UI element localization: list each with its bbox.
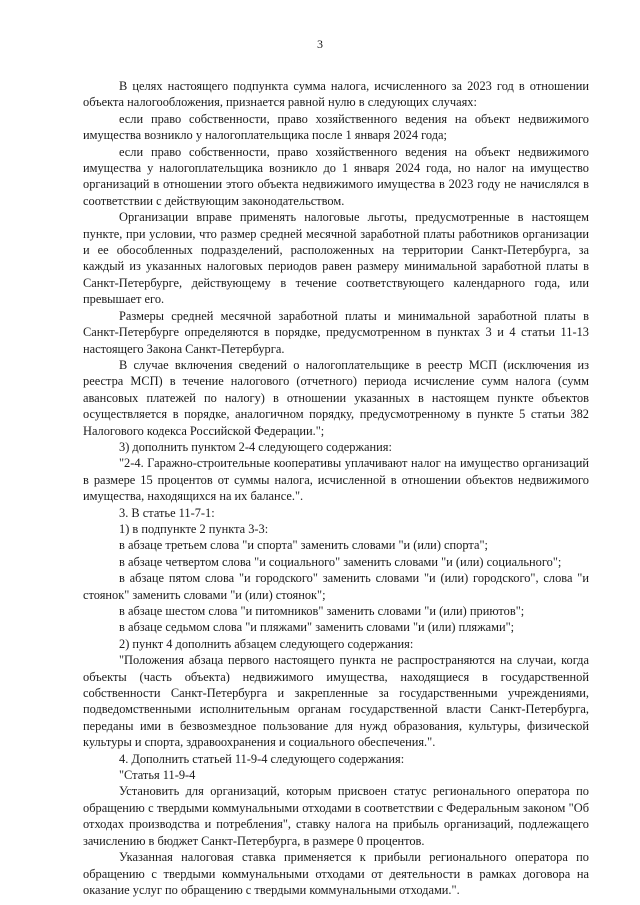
paragraph: "Статья 11-9-4: [119, 768, 196, 783]
paragraph: "Положения абзаца первого настоящего пункта не распространяются на случаи, когда объекты (часть объекта) недвижимого имущества, находящиеся в государственной собственности Санкт-Петербурга и закрепленные за государственными учреждениями, подведомственными исполнительным органам государственной власти Санкт-Петербурга, переданы ими в безвозмездное пользование для нужд образования, культуры, физической культуры и спорта, здравоохранения и социального обеспечения.".: [83, 653, 589, 750]
paragraph: в абзаце седьмом слова "и пляжами" заменить словами "и (или) пляжами";: [119, 620, 515, 635]
paragraph: В случае включения сведений о налогоплательщике в реестр МСП (исключения из реестра МСП) в течение налогового (отчетного) периода исчисление сумм налога (сумм авансовых платежей по налогу) в отношении указанных в настоящем пункте объектов осуществляется в порядке, аналогичном порядку, предусмотренному в пункте 5 статьи 382 Налогового кодекса Российской Федерации.";: [83, 357, 589, 438]
paragraph: В целях настоящего подпункта сумма налога, исчисленного за 2023 год в отношении объекта налогообложения, признается равной нулю в следующих случаях:: [83, 79, 589, 110]
paragraph: Установить для организаций, которым присвоен статус регионального оператора по обращению с твердыми коммунальными отходами в соответствии с Федеральным законом "Об отходах производства и потребления", ставку налога на прибыль организаций, подлежащего зачислению в бюджет Санкт-Петербурга, в размере 0 процентов.: [83, 784, 589, 848]
paragraph: в абзаце третьем слова "и спорта" заменить словами "и (или) спорта";: [119, 538, 488, 553]
paragraph: в абзаце пятом слова "и городского" заменить словами "и (или) городского", слова "и стоянок" заменить словами "и (или) стоянок";: [83, 571, 589, 602]
paragraph: Размеры средней месячной заработной платы и минимальной заработной платы в Санкт-Петербурге определяются в порядке, предусмотренном в пунктах 3 и 4 статьи 11-13 настоящего Закона Санкт-Петербурга.: [83, 308, 589, 356]
document-body: [83, 78, 589, 898]
paragraph: "2-4. Гаражно-строительные кооперативы уплачивают налог на имущество организаций в размере 15 процентов от суммы налога, исчисленной в отношении объектов недвижимого имущества, находящихся на их балансе.".: [83, 456, 589, 504]
paragraph: в абзаце четвертом слова "и социального" заменить словами "и (или) социального";: [119, 554, 562, 569]
paragraph: 2) пункт 4 дополнить абзацем следующего содержания:: [119, 636, 414, 651]
paragraph: 3. В статье 11-7-1:: [119, 505, 215, 520]
paragraph: 4. Дополнить статьей 11-9-4 следующего содержания:: [119, 751, 405, 766]
paragraph: 3) дополнить пунктом 2-4 следующего содержания:: [119, 439, 392, 454]
paragraph: Организации вправе применять налоговые льготы, предусмотренные в настоящем пункте, при условии, что размер средней месячной заработной платы работников организации и ее обособленных подразделений, расположенных на территории Санкт-Петербурга, за каждый из указанных налоговых периодов равен размеру минимальной заработной платы в Санкт-Петербурге, действующему в течение соответствующего календарного года, или превышает его.: [83, 210, 589, 307]
paragraph: если право собственности, право хозяйственного ведения на объект недвижимого имущества у налогоплательщика возникло до 1 января 2024 года, но налог на имущество организаций в отношении этого объекта недвижимого имущества в 2023 году не начислялся в соответствии с действующим законодательством.: [83, 144, 589, 208]
paragraph: в абзаце шестом слова "и питомников" заменить словами "и (или) приютов";: [119, 604, 525, 618]
paragraph: 1) в подпункте 2 пункта 3-3:: [119, 521, 269, 536]
paragraph: если право собственности, право хозяйственного ведения на объект недвижимого имущества возникло у налогоплательщика после 1 января 2024 года;: [83, 111, 589, 143]
page-number: 3: [317, 37, 323, 51]
paragraph: Указанная налоговая ставка применяется к прибыли регионального оператора по обращению с твердыми коммунальными отходами от деятельности в рамках договора на оказание услуг по обращению с твердыми коммунальными отходами.".: [83, 850, 589, 897]
